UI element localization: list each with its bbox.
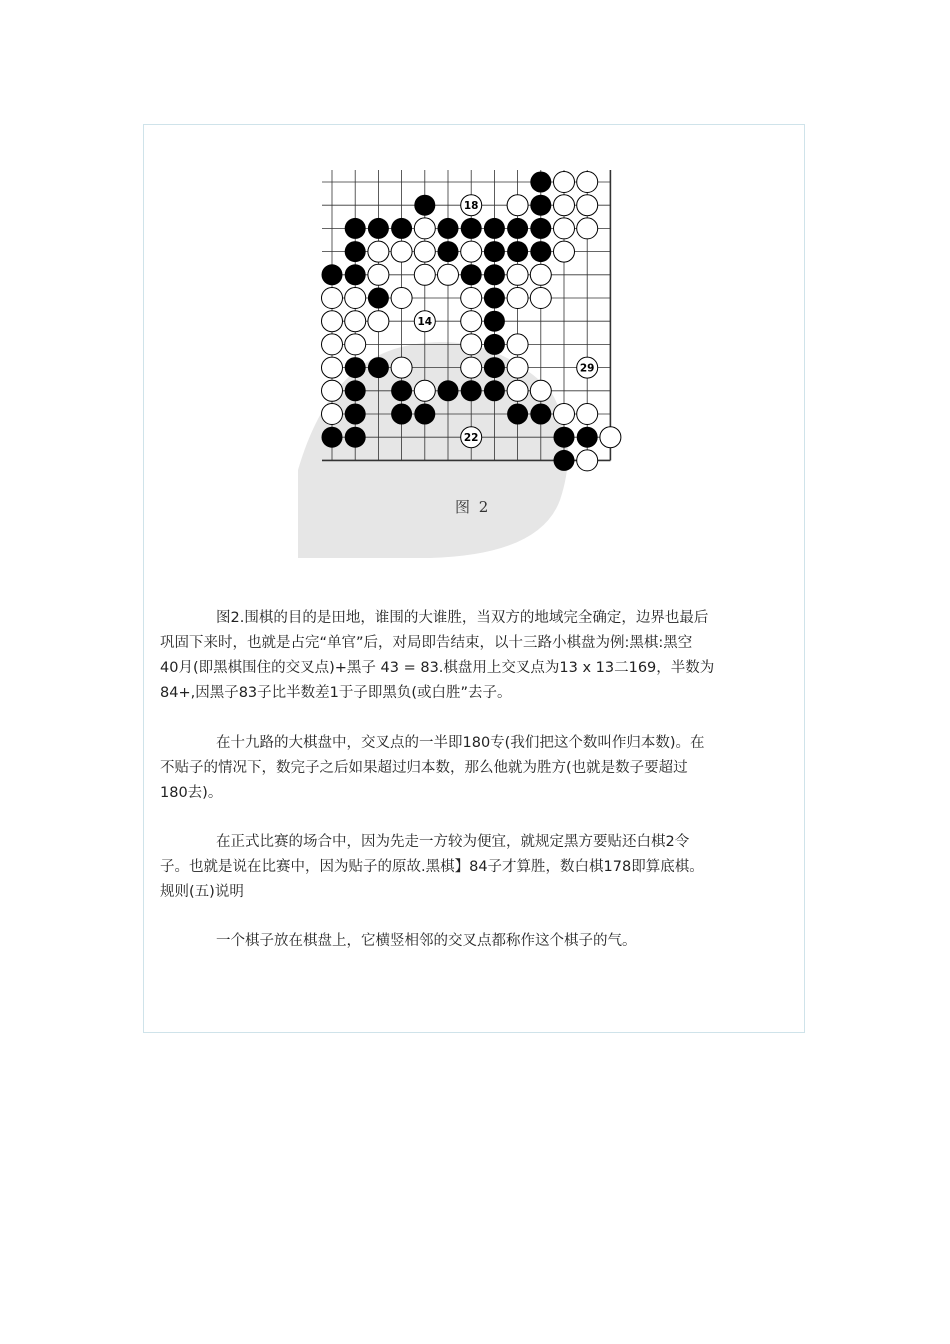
white-stone bbox=[414, 241, 435, 262]
black-stone bbox=[507, 404, 528, 425]
white-stone bbox=[322, 334, 343, 355]
black-stone bbox=[414, 195, 435, 216]
black-stone bbox=[461, 218, 482, 239]
black-stone bbox=[484, 264, 505, 285]
black-stone bbox=[484, 218, 505, 239]
figure-caption: 图 2 bbox=[455, 498, 491, 516]
white-stone bbox=[530, 264, 551, 285]
white-stone bbox=[530, 380, 551, 401]
white-stone bbox=[322, 288, 343, 309]
white-stone bbox=[414, 218, 435, 239]
p1-line-4: 84+,因黑子83子比半数差1于子即黑负(或白胜”去子。 bbox=[160, 685, 512, 701]
p2-line-2: 不贴子的情况下，数完子之后如果超过归本数，那么他就为胜方(也就是数子要超过 bbox=[160, 760, 688, 776]
black-stone bbox=[484, 311, 505, 332]
black-stone bbox=[345, 427, 366, 448]
black-stone bbox=[322, 427, 343, 448]
p1-line-3: 40月(即黑棋围住的交叉点)+黑子 43 = 83.棋盘用上交叉点为13 x 13二169，半数为 bbox=[160, 660, 715, 676]
white-stone bbox=[391, 357, 412, 378]
black-stone bbox=[577, 427, 598, 448]
white-stone bbox=[438, 264, 459, 285]
p3-line-1: 在正式比赛的场合中，因为先走一方较为便宜，就规定黑方要贴还白棋2令 bbox=[216, 834, 690, 850]
black-stone bbox=[345, 264, 366, 285]
white-stone bbox=[554, 241, 575, 262]
black-stone bbox=[530, 172, 551, 193]
black-stone bbox=[438, 218, 459, 239]
white-stone bbox=[345, 334, 366, 355]
black-stone bbox=[530, 241, 551, 262]
p4-line-1: 一个棋子放在棋盘上，它横竖相邻的交叉点都称作这个棋子的气。 bbox=[216, 933, 637, 949]
white-stone bbox=[368, 241, 389, 262]
black-stone bbox=[461, 264, 482, 285]
white-stone bbox=[322, 357, 343, 378]
white-stone bbox=[507, 264, 528, 285]
white-stone bbox=[600, 427, 621, 448]
white-stone bbox=[345, 311, 366, 332]
black-stone bbox=[461, 380, 482, 401]
white-stone bbox=[322, 311, 343, 332]
black-stone bbox=[391, 404, 412, 425]
black-stone bbox=[554, 450, 575, 471]
move-number-label: 29 bbox=[579, 362, 595, 375]
black-stone bbox=[484, 380, 505, 401]
move-number-label: 14 bbox=[417, 316, 433, 329]
white-stone bbox=[322, 380, 343, 401]
black-stone bbox=[507, 241, 528, 262]
black-stone bbox=[345, 241, 366, 262]
white-stone bbox=[461, 334, 482, 355]
black-stone bbox=[484, 334, 505, 355]
p1-line-2: 巩固下来时，也就是占完“单官”后，对局即告结束，以十三路小棋盘为例:黑棋:黑空 bbox=[160, 635, 693, 651]
white-stone bbox=[507, 380, 528, 401]
white-stone bbox=[322, 404, 343, 425]
white-stone bbox=[414, 380, 435, 401]
black-stone bbox=[530, 404, 551, 425]
white-stone bbox=[554, 195, 575, 216]
white-stone bbox=[577, 218, 598, 239]
white-stone bbox=[414, 264, 435, 285]
black-stone bbox=[391, 380, 412, 401]
white-stone bbox=[461, 357, 482, 378]
p2-line-1: 在十九路的大棋盘中，交叉点的一半即180专(我们把这个数叫作归本数)。在 bbox=[216, 735, 705, 751]
white-stone bbox=[391, 288, 412, 309]
p3-line-3: 规则(五)说明 bbox=[160, 884, 244, 900]
paragraph-4 bbox=[160, 929, 800, 954]
white-stone bbox=[461, 288, 482, 309]
black-stone bbox=[391, 218, 412, 239]
white-stone bbox=[530, 288, 551, 309]
move-number-label: 22 bbox=[463, 432, 479, 445]
black-stone bbox=[507, 218, 528, 239]
black-stone bbox=[368, 357, 389, 378]
black-stone bbox=[438, 380, 459, 401]
p1-line-1: 图2.围棋的目的是田地，谁围的大谁胜，当双方的地域完全确定，边界也最后 bbox=[216, 610, 709, 626]
black-stone bbox=[530, 218, 551, 239]
white-stone bbox=[554, 218, 575, 239]
white-stone bbox=[507, 195, 528, 216]
move-number-label: 18 bbox=[463, 200, 479, 213]
white-stone bbox=[391, 241, 412, 262]
white-stone bbox=[368, 311, 389, 332]
black-stone bbox=[345, 357, 366, 378]
black-stone bbox=[345, 380, 366, 401]
black-stone bbox=[368, 218, 389, 239]
white-stone bbox=[554, 404, 575, 425]
p2-line-3: 180去)。 bbox=[160, 785, 223, 801]
white-stone bbox=[577, 172, 598, 193]
paragraph-1 bbox=[160, 606, 800, 706]
black-stone bbox=[345, 218, 366, 239]
white-stone bbox=[507, 288, 528, 309]
white-stone bbox=[461, 241, 482, 262]
black-stone bbox=[438, 241, 459, 262]
white-stone bbox=[577, 450, 598, 471]
go-board-figure bbox=[290, 160, 650, 560]
black-stone bbox=[345, 404, 366, 425]
white-stone bbox=[554, 172, 575, 193]
white-stone bbox=[507, 334, 528, 355]
p3-line-2: 子。也就是说在比赛中，因为贴子的原故.黑棋】84子才算胜，数白棋178即算底棋。 bbox=[160, 859, 704, 875]
black-stone bbox=[484, 241, 505, 262]
black-stone bbox=[484, 357, 505, 378]
white-stone bbox=[368, 264, 389, 285]
paragraph-3 bbox=[160, 830, 800, 905]
paragraph-2 bbox=[160, 731, 800, 806]
black-stone bbox=[530, 195, 551, 216]
black-stone bbox=[554, 427, 575, 448]
white-stone bbox=[345, 288, 366, 309]
black-stone bbox=[414, 404, 435, 425]
black-stone bbox=[368, 288, 389, 309]
white-stone bbox=[577, 195, 598, 216]
white-stone bbox=[577, 404, 598, 425]
black-stone bbox=[484, 288, 505, 309]
white-stone bbox=[461, 311, 482, 332]
black-stone bbox=[322, 264, 343, 285]
white-stone bbox=[507, 357, 528, 378]
